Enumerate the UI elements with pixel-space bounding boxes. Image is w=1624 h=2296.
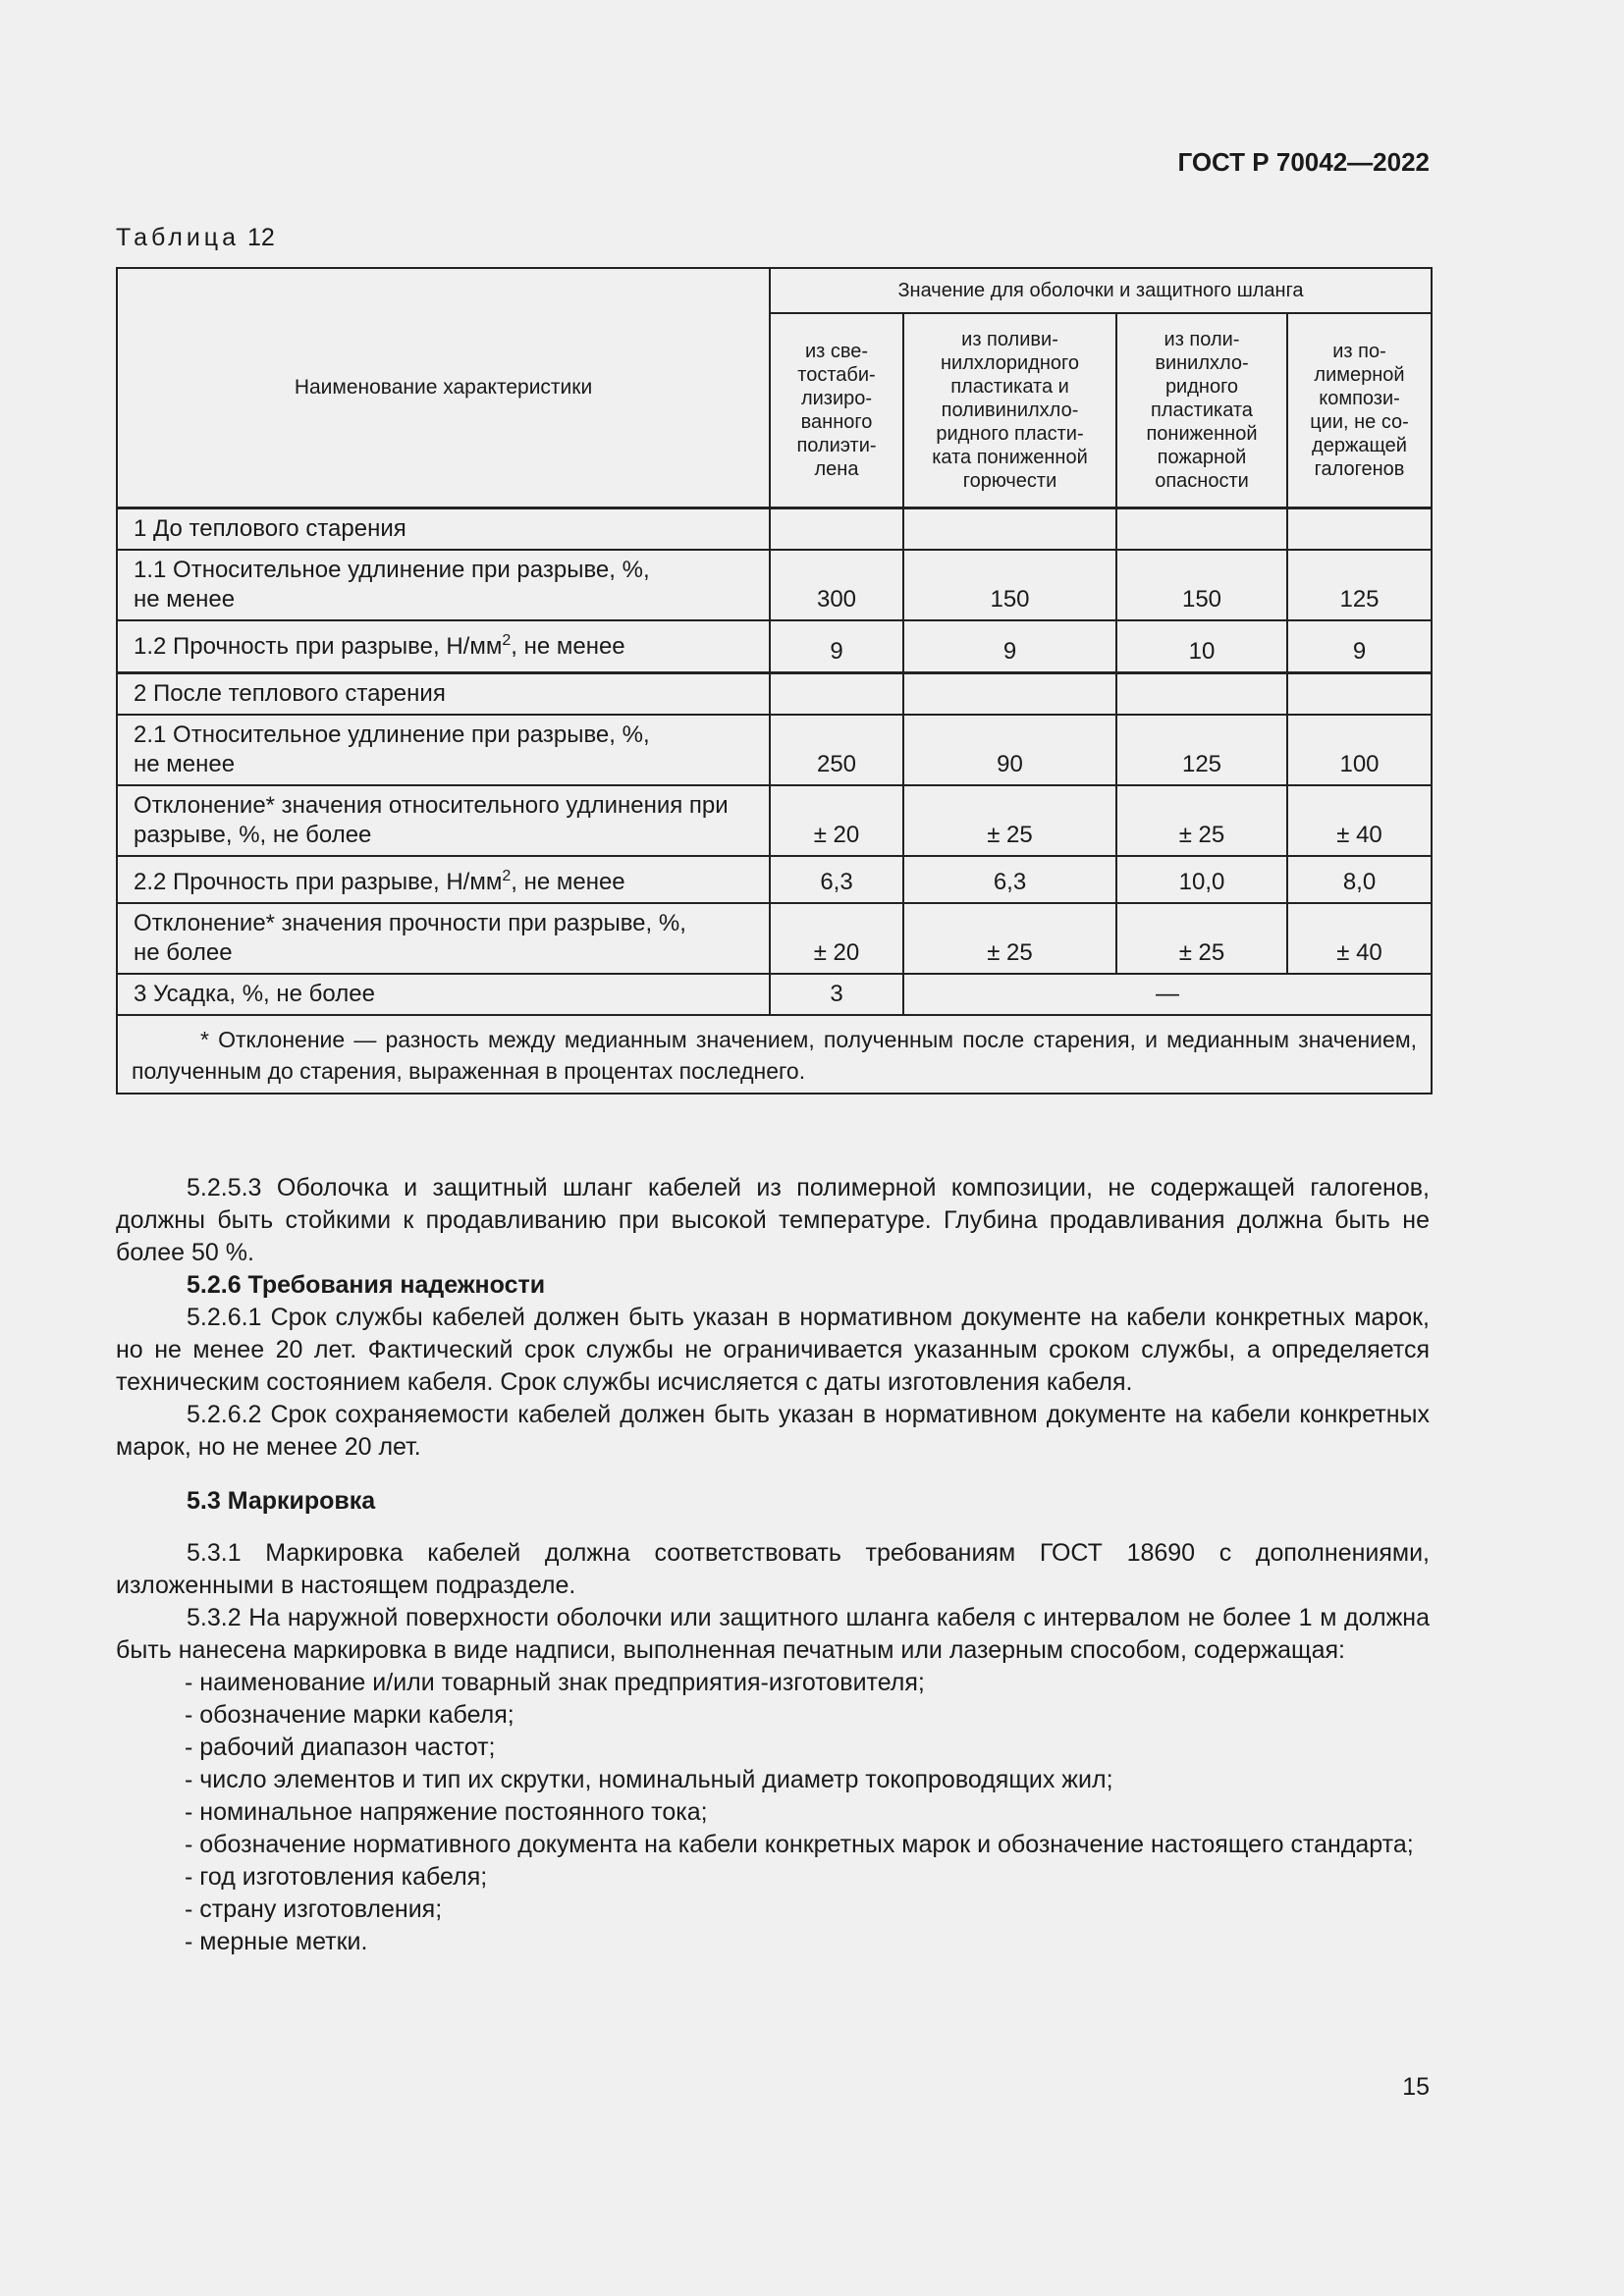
marking-list	[116, 1667, 1430, 1958]
table-cell: ± 20	[770, 903, 903, 974]
paragraph-5-3-1: 5.3.1 Маркировка кабелей должна соответствовать требованиям ГОСТ 18690 с дополнениями, изложенными в настоящем подразделе.	[116, 1539, 1430, 1599]
list-item: - число элементов и тип их скрутки, номинальный диаметр токопроводящих жил;	[116, 1764, 1430, 1796]
paragraph-5-2-5-3: 5.2.5.3 Оболочка и защитный шланг кабелей из полимерной композиции, не содержащей галогенов, должны быть стойкими к продавливанию при высокой температуре. Глубина продавливания должна быть не более 50 %.	[116, 1174, 1430, 1266]
table-cell: 100	[1287, 715, 1432, 785]
table-row	[117, 715, 1432, 785]
row-label: 2.1 Относительное удлинение при разрыве, %, не менее	[117, 715, 770, 785]
table-cell: ± 25	[1116, 903, 1287, 974]
table-cell: 10	[1116, 620, 1287, 673]
list-item: - мерные метки.	[116, 1926, 1430, 1958]
body-text	[116, 1172, 1430, 1958]
paragraph-5-2-6-1: 5.2.6.1 Срок службы кабелей должен быть указан в нормативном документе на кабели конкретных марок, но не менее 20 лет. Фактический срок службы не ограничивается указанным сроком службы, а определяется техническим состоянием кабеля. Срок службы исчисляется с даты изготовления кабеля.	[116, 1304, 1430, 1396]
row-label: 2.2 Прочность при разрыве, $Н/мм^2$, не менее	[117, 856, 770, 903]
row-label: 1.2 Прочность при разрыве, $Н/мм^2$, не менее	[117, 620, 770, 673]
table-cell: 9	[770, 620, 903, 673]
col-header-pvc-low-fire-hazard: из поли- винилхло- ридного пластиката пониженной пожарной опасности	[1116, 313, 1287, 507]
table-cell: ± 40	[1287, 903, 1432, 974]
table-caption	[116, 224, 275, 252]
characteristics-table	[116, 267, 1433, 1095]
table-row	[117, 507, 1432, 550]
table-row	[117, 856, 1432, 903]
page-number: 15	[1402, 2073, 1430, 2101]
table-cell: ± 25	[903, 903, 1116, 974]
table-cell: 9	[1287, 620, 1432, 673]
list-item: - наименование и/или товарный знак предприятия-изготовителя;	[116, 1667, 1430, 1699]
row-label: Отклонение* значения прочности при разрыве, %, не более	[117, 903, 770, 974]
heading-5-2-6: 5.2.6 Требования надежности	[187, 1271, 546, 1299]
table-cell: 6,3	[903, 856, 1116, 903]
table-cell: 6,3	[770, 856, 903, 903]
table-cell: 125	[1287, 550, 1432, 620]
list-item: - год изготовления кабеля;	[116, 1861, 1430, 1894]
table-footnote-row	[117, 1015, 1432, 1094]
table-footnote: * Отклонение — разность между медианным значением, полученным после старения, и медианным значением, полученным до старения, выраженная в процентах последнего.	[117, 1015, 1432, 1094]
table-row	[117, 550, 1432, 620]
col-header-halogen-free: из по- лимерной компози- ции, не со- держащей галогенов	[1287, 313, 1432, 507]
paragraph-5-2-6-2: 5.2.6.2 Срок сохраняемости кабелей должен быть указан в нормативном документе на кабели конкретных марок, но не менее 20 лет.	[116, 1401, 1430, 1461]
table-cell: ± 25	[1116, 785, 1287, 856]
table-cell: 250	[770, 715, 903, 785]
section2-title: 2 После теплового старения	[117, 672, 770, 715]
table-cell: 90	[903, 715, 1116, 785]
list-item: - рабочий диапазон частот;	[116, 1732, 1430, 1764]
table-cell: 125	[1116, 715, 1287, 785]
col-group-header: Значение для оболочки и защитного шланга	[770, 268, 1432, 313]
col-header-pvc-low-flammability: из поливи- нилхлоридного пластиката и поливинилхло- ридного пласти- ката пониженной горючести	[903, 313, 1116, 507]
table-row	[117, 672, 1432, 715]
table-cell: —	[903, 974, 1432, 1015]
list-item: - обозначение нормативного документа на кабели конкретных марок и обозначение настоящего стандарта;	[116, 1829, 1430, 1861]
table-cell: 9	[903, 620, 1116, 673]
table-caption-word: Таблица	[116, 224, 241, 251]
list-item: - страну изготовления;	[116, 1894, 1430, 1926]
table-caption-number: 12	[247, 224, 275, 251]
document-code: ГОСТ Р 70042—2022	[1177, 147, 1430, 177]
row-label: 1.1 Относительное удлинение при разрыве, %, не менее	[117, 550, 770, 620]
table-cell: ± 25	[903, 785, 1116, 856]
paragraph-5-3-2: 5.3.2 На наружной поверхности оболочки или защитного шланга кабеля с интервалом не более 1 м должна быть нанесена маркировка в виде надписи, выполненная печатным или лазерным способом, содержащая:	[116, 1604, 1430, 1664]
table-cell: 8,0	[1287, 856, 1432, 903]
col-header-pe: из све- тостаби- лизиро- ванного полиэти- лена	[770, 313, 903, 507]
table-cell: 150	[903, 550, 1116, 620]
section1-title: 1 До теплового старения	[117, 507, 770, 550]
list-item: - номинальное напряжение постоянного тока;	[116, 1796, 1430, 1829]
row-label: Отклонение* значения относительного удлинения при разрыве, %, не более	[117, 785, 770, 856]
table-row	[117, 974, 1432, 1015]
table-cell: 10,0	[1116, 856, 1287, 903]
table-row	[117, 785, 1432, 856]
row-label: 3 Усадка, %, не более	[117, 974, 770, 1015]
table-cell: 150	[1116, 550, 1287, 620]
list-item: - обозначение марки кабеля;	[116, 1699, 1430, 1732]
table-cell: ± 40	[1287, 785, 1432, 856]
table-cell: ± 20	[770, 785, 903, 856]
table-row	[117, 903, 1432, 974]
table-row	[117, 620, 1432, 673]
heading-5-3: 5.3 Маркировка	[187, 1487, 376, 1515]
table-cell: 300	[770, 550, 903, 620]
col-header-name: Наименование характеристики	[117, 268, 770, 507]
table-cell: 3	[770, 974, 903, 1015]
